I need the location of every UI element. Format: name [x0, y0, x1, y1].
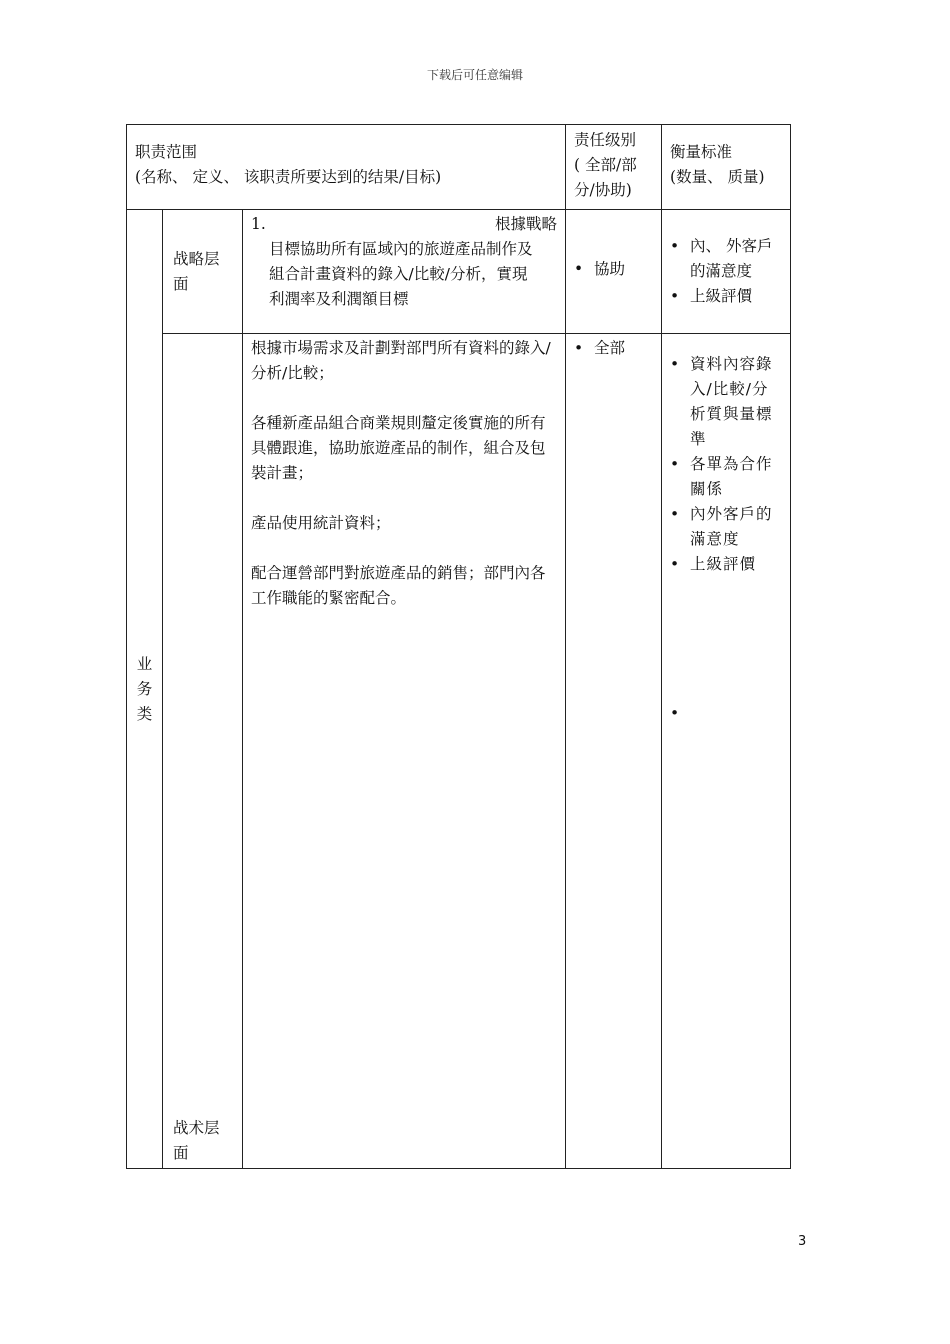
measure-line: 的滿意度 [690, 262, 753, 280]
tactical-label-line: 战术层 [173, 1119, 220, 1137]
header-scope-subtitle: (名称、 定义、 该职责所要达到的结果/目标) [135, 168, 442, 186]
tactical-paragraph: 根據市場需求及計劃對部門所有資料的錄入/分析/比較； [251, 339, 551, 382]
measure-text: 上級評價 [690, 287, 753, 305]
measure-text: 上級評價 [690, 555, 757, 573]
strategic-level-value: 協助 [594, 260, 626, 278]
header-scope [127, 125, 566, 210]
category-char: 业 [136, 654, 153, 673]
measure-item [670, 552, 782, 577]
measure-item [670, 352, 782, 452]
header-note: 下载后可任意编辑 [426, 68, 523, 82]
tactical-label-line: 面 [173, 1144, 189, 1162]
header-level-sub2: 分/协助) [574, 181, 632, 199]
strategic-description [243, 210, 566, 334]
measure-item [670, 452, 782, 502]
tactical-row [127, 334, 791, 1169]
tactical-level-item [574, 336, 653, 361]
header-level-title: 责任级别 [574, 131, 637, 149]
strategic-label-line: 面 [173, 274, 189, 293]
desc-line: 利潤率及利潤額目標 [269, 290, 409, 308]
item-number: 1. [251, 215, 266, 233]
header-row [127, 125, 791, 210]
strategic-desc-first-line [251, 212, 557, 237]
tactical-label-wrap [173, 1116, 238, 1166]
bullet-icon: • [574, 339, 584, 357]
bullet-icon: • [670, 505, 681, 523]
category-char: 务 [136, 679, 153, 698]
tactical-paragraph: 各種新產品組合商業規則釐定後實施的所有具體跟進，協助旅遊產品的制作，組合及包裝計畫； [251, 414, 546, 482]
bullet-icon: • [670, 455, 681, 473]
measure-item-empty [670, 701, 782, 726]
duty-table [126, 124, 791, 1169]
tactical-paragraph: 產品使用統計資料； [251, 514, 391, 532]
bullet-icon: • [670, 555, 681, 573]
desc-line: 組合計畫資料的錄入/比較/分析，實現 [269, 265, 528, 283]
category-cell [127, 210, 163, 1169]
header-measure-subtitle: (数量、 质量) [670, 168, 765, 186]
header-scope-title: 职责范围 [135, 143, 198, 161]
bullet-icon: • [670, 237, 680, 255]
tactical-paragraph: 配合運營部門對旅遊產品的銷售；部門內各工作職能的緊密配合。 [251, 564, 546, 607]
measure-text: 內外客戶的滿意度 [690, 505, 773, 548]
category-char: 类 [136, 704, 153, 723]
tactical-description [243, 334, 566, 1169]
bullet-icon: • [574, 260, 584, 278]
tactical-level-value: 全部 [594, 339, 626, 357]
bullet-icon: • [670, 704, 681, 722]
measure-line: 內、 外客戶 [690, 237, 773, 255]
strategic-measures [662, 210, 791, 334]
header-measure [662, 125, 791, 210]
bullet-icon: • [670, 355, 681, 373]
tactical-level [566, 334, 662, 1169]
strategic-label-line: 战略层 [173, 249, 220, 268]
measure-item [670, 234, 782, 284]
measure-item [670, 284, 782, 309]
strategic-level-item [574, 257, 653, 282]
measure-text: 各單為合作關係 [690, 455, 773, 498]
desc-line: 根據戰略 [495, 215, 558, 233]
header-level-sub1: ( 全部/部 [574, 156, 637, 174]
header-measure-title: 衡量标准 [670, 143, 733, 161]
measure-text: 資料內容錄入/比較/分析質與量標準 [690, 355, 773, 448]
strategic-label [163, 210, 243, 334]
strategic-row [127, 210, 791, 334]
page-number: 3 [798, 1234, 807, 1249]
measure-item [670, 502, 782, 552]
desc-line: 目標協助所有區域內的旅遊產品制作及 [269, 240, 533, 258]
measure-text [690, 234, 772, 284]
header-level [566, 125, 662, 210]
tactical-measures [662, 334, 791, 1169]
strategic-level [566, 210, 662, 334]
bullet-icon: • [670, 287, 680, 305]
tactical-label [163, 334, 243, 1169]
